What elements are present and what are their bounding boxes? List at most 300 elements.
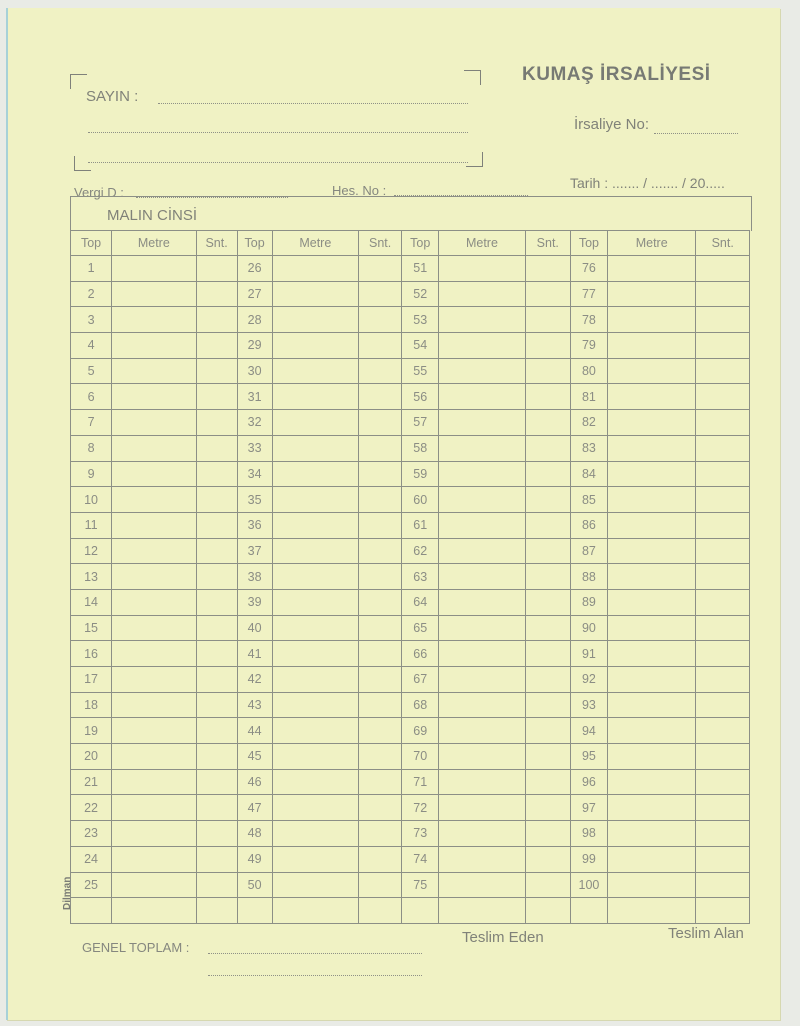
metre-cell[interactable] — [607, 898, 695, 924]
metre-cell[interactable] — [112, 435, 196, 461]
metre-cell[interactable] — [607, 487, 695, 513]
metre-cell[interactable] — [607, 641, 695, 667]
top-number-cell: 71 — [402, 769, 439, 795]
snt-cell[interactable] — [359, 384, 402, 410]
metre-cell[interactable] — [112, 667, 196, 693]
top-number-cell: 76 — [570, 256, 607, 282]
top-number-cell: 36 — [237, 512, 272, 538]
snt-cell[interactable] — [696, 307, 750, 333]
table-row — [71, 358, 750, 384]
snt-cell[interactable] — [525, 718, 570, 744]
snt-cell[interactable] — [696, 256, 750, 282]
metre-cell[interactable] — [607, 410, 695, 436]
metre-cell[interactable] — [607, 615, 695, 641]
metre-cell[interactable] — [439, 821, 525, 847]
snt-cell[interactable] — [196, 384, 237, 410]
top-number-cell: 94 — [570, 718, 607, 744]
header-cell: Snt. — [196, 231, 237, 256]
top-number-cell — [402, 898, 439, 924]
snt-cell[interactable] — [196, 667, 237, 693]
snt-cell[interactable] — [696, 564, 750, 590]
metre-cell[interactable] — [112, 795, 196, 821]
snt-cell[interactable] — [525, 461, 570, 487]
snt-cell[interactable] — [196, 589, 237, 615]
corner-bracket-top-right — [464, 70, 481, 85]
top-number-cell: 7 — [71, 410, 112, 436]
metre-cell[interactable] — [112, 410, 196, 436]
top-number-cell: 60 — [402, 487, 439, 513]
snt-cell[interactable] — [525, 512, 570, 538]
metre-cell[interactable] — [272, 846, 358, 872]
brand-label: Dilman — [62, 876, 73, 910]
snt-cell[interactable] — [359, 281, 402, 307]
snt-cell[interactable] — [696, 898, 750, 924]
snt-cell[interactable] — [359, 821, 402, 847]
tarih-label: Tarih : ....... / ....... / 20..... — [570, 175, 725, 191]
top-number-cell: 2 — [71, 281, 112, 307]
top-number-cell: 8 — [71, 435, 112, 461]
snt-cell[interactable] — [696, 384, 750, 410]
top-number-cell: 25 — [71, 872, 112, 898]
metre-cell[interactable] — [439, 333, 525, 359]
metre-cell[interactable] — [607, 307, 695, 333]
metre-cell[interactable] — [112, 384, 196, 410]
top-number-cell: 84 — [570, 461, 607, 487]
snt-cell[interactable] — [196, 358, 237, 384]
snt-cell[interactable] — [696, 795, 750, 821]
snt-cell[interactable] — [359, 846, 402, 872]
snt-cell[interactable] — [696, 718, 750, 744]
snt-cell[interactable] — [696, 872, 750, 898]
sayin-label: SAYIN : — [86, 88, 139, 105]
goods-table — [70, 230, 750, 924]
table-row — [71, 333, 750, 359]
snt-cell[interactable] — [696, 461, 750, 487]
header-cell: Snt. — [359, 231, 402, 256]
snt-cell[interactable] — [359, 744, 402, 770]
snt-cell[interactable] — [696, 333, 750, 359]
snt-cell[interactable] — [525, 872, 570, 898]
genel-toplam-label: GENEL TOPLAM : — [82, 940, 190, 955]
metre-cell[interactable] — [272, 461, 358, 487]
snt-cell[interactable] — [359, 487, 402, 513]
metre-cell[interactable] — [112, 333, 196, 359]
metre-cell[interactable] — [439, 641, 525, 667]
snt-cell[interactable] — [359, 538, 402, 564]
teslim-eden-label: Teslim Eden — [462, 929, 544, 946]
metre-cell[interactable] — [607, 667, 695, 693]
metre-cell[interactable] — [272, 692, 358, 718]
metre-cell[interactable] — [439, 435, 525, 461]
metre-cell[interactable] — [607, 461, 695, 487]
table-row — [71, 821, 750, 847]
metre-cell[interactable] — [272, 281, 358, 307]
metre-cell[interactable] — [112, 564, 196, 590]
snt-cell[interactable] — [525, 384, 570, 410]
metre-cell[interactable] — [112, 281, 196, 307]
metre-cell[interactable] — [112, 718, 196, 744]
snt-cell[interactable] — [196, 821, 237, 847]
snt-cell[interactable] — [525, 564, 570, 590]
snt-cell[interactable] — [359, 564, 402, 590]
snt-cell[interactable] — [696, 641, 750, 667]
metre-cell[interactable] — [272, 384, 358, 410]
top-number-cell: 99 — [570, 846, 607, 872]
snt-cell[interactable] — [525, 898, 570, 924]
snt-cell[interactable] — [696, 769, 750, 795]
metre-cell[interactable] — [607, 821, 695, 847]
snt-cell[interactable] — [359, 615, 402, 641]
table-row — [71, 256, 750, 282]
genel-toplam-field-1[interactable] — [208, 952, 422, 954]
metre-cell[interactable] — [112, 358, 196, 384]
top-number-cell — [71, 898, 112, 924]
top-number-cell: 12 — [71, 538, 112, 564]
snt-cell[interactable] — [196, 538, 237, 564]
table-row — [71, 564, 750, 590]
metre-cell[interactable] — [272, 538, 358, 564]
top-number-cell: 30 — [237, 358, 272, 384]
metre-cell[interactable] — [272, 795, 358, 821]
metre-cell[interactable] — [439, 512, 525, 538]
metre-cell[interactable] — [439, 384, 525, 410]
snt-cell[interactable] — [696, 744, 750, 770]
snt-cell[interactable] — [525, 410, 570, 436]
table-row — [71, 744, 750, 770]
metre-cell[interactable] — [439, 564, 525, 590]
metre-cell[interactable] — [439, 538, 525, 564]
metre-cell[interactable] — [272, 615, 358, 641]
snt-cell[interactable] — [696, 435, 750, 461]
metre-cell[interactable] — [112, 512, 196, 538]
table-row — [71, 718, 750, 744]
metre-cell[interactable] — [607, 769, 695, 795]
metre-cell[interactable] — [112, 461, 196, 487]
metre-cell[interactable] — [112, 487, 196, 513]
top-number-cell — [237, 898, 272, 924]
top-number-cell: 31 — [237, 384, 272, 410]
snt-cell[interactable] — [359, 898, 402, 924]
snt-cell[interactable] — [196, 256, 237, 282]
metre-cell[interactable] — [439, 795, 525, 821]
metre-cell[interactable] — [439, 307, 525, 333]
metre-cell[interactable] — [439, 872, 525, 898]
snt-cell[interactable] — [696, 667, 750, 693]
snt-cell[interactable] — [359, 795, 402, 821]
snt-cell[interactable] — [696, 358, 750, 384]
metre-cell[interactable] — [272, 435, 358, 461]
table-row — [71, 384, 750, 410]
top-number-cell: 91 — [570, 641, 607, 667]
top-number-cell: 67 — [402, 667, 439, 693]
snt-cell[interactable] — [525, 256, 570, 282]
top-number-cell: 11 — [71, 512, 112, 538]
header-cell: Top — [71, 231, 112, 256]
metre-cell[interactable] — [272, 821, 358, 847]
snt-cell[interactable] — [196, 281, 237, 307]
metre-cell[interactable] — [607, 435, 695, 461]
metre-cell[interactable] — [112, 641, 196, 667]
snt-cell[interactable] — [196, 435, 237, 461]
top-number-cell: 58 — [402, 435, 439, 461]
snt-cell[interactable] — [525, 358, 570, 384]
metre-cell[interactable] — [439, 256, 525, 282]
metre-cell[interactable] — [439, 769, 525, 795]
snt-cell[interactable] — [525, 333, 570, 359]
metre-cell[interactable] — [607, 358, 695, 384]
snt-cell[interactable] — [359, 769, 402, 795]
hes-no-label: Hes. No : — [332, 183, 387, 198]
snt-cell[interactable] — [359, 718, 402, 744]
metre-cell[interactable] — [607, 744, 695, 770]
snt-cell[interactable] — [696, 487, 750, 513]
snt-cell[interactable] — [196, 641, 237, 667]
snt-cell[interactable] — [359, 461, 402, 487]
snt-cell[interactable] — [525, 538, 570, 564]
snt-cell[interactable] — [696, 692, 750, 718]
metre-cell[interactable] — [607, 281, 695, 307]
metre-cell[interactable] — [272, 487, 358, 513]
snt-cell[interactable] — [359, 641, 402, 667]
metre-cell[interactable] — [112, 692, 196, 718]
metre-cell[interactable] — [439, 487, 525, 513]
sayin-line-1[interactable] — [158, 102, 468, 104]
snt-cell[interactable] — [359, 692, 402, 718]
snt-cell[interactable] — [696, 281, 750, 307]
sayin-line-3[interactable] — [88, 161, 468, 163]
metre-cell[interactable] — [607, 384, 695, 410]
snt-cell[interactable] — [696, 538, 750, 564]
snt-cell[interactable] — [525, 641, 570, 667]
metre-cell[interactable] — [439, 358, 525, 384]
snt-cell[interactable] — [196, 692, 237, 718]
snt-cell[interactable] — [525, 795, 570, 821]
table-row — [71, 692, 750, 718]
snt-cell[interactable] — [359, 667, 402, 693]
metre-cell[interactable] — [607, 333, 695, 359]
top-number-cell: 61 — [402, 512, 439, 538]
snt-cell[interactable] — [525, 769, 570, 795]
snt-cell[interactable] — [196, 564, 237, 590]
snt-cell[interactable] — [525, 589, 570, 615]
corner-bracket-bottom-right — [466, 152, 483, 167]
top-number-cell: 5 — [71, 358, 112, 384]
metre-cell[interactable] — [272, 564, 358, 590]
metre-cell[interactable] — [607, 692, 695, 718]
snt-cell[interactable] — [525, 667, 570, 693]
table-row — [71, 512, 750, 538]
metre-cell[interactable] — [439, 744, 525, 770]
metre-cell[interactable] — [607, 564, 695, 590]
metre-cell[interactable] — [112, 821, 196, 847]
snt-cell[interactable] — [525, 692, 570, 718]
metre-cell[interactable] — [112, 589, 196, 615]
top-number-cell: 14 — [71, 589, 112, 615]
table-row — [71, 538, 750, 564]
metre-cell[interactable] — [272, 307, 358, 333]
snt-cell[interactable] — [525, 307, 570, 333]
top-number-cell: 29 — [237, 333, 272, 359]
table-row — [71, 846, 750, 872]
corner-bracket-bottom-left — [74, 156, 91, 171]
metre-cell[interactable] — [272, 589, 358, 615]
metre-cell[interactable] — [607, 846, 695, 872]
snt-cell[interactable] — [696, 846, 750, 872]
metre-cell[interactable] — [439, 589, 525, 615]
snt-cell[interactable] — [359, 435, 402, 461]
snt-cell[interactable] — [359, 307, 402, 333]
table-row — [71, 589, 750, 615]
metre-cell[interactable] — [439, 846, 525, 872]
metre-cell[interactable] — [112, 898, 196, 924]
snt-cell[interactable] — [196, 744, 237, 770]
snt-cell[interactable] — [525, 487, 570, 513]
snt-cell[interactable] — [696, 821, 750, 847]
metre-cell[interactable] — [112, 872, 196, 898]
header-cell: Metre — [607, 231, 695, 256]
metre-cell[interactable] — [272, 641, 358, 667]
metre-cell[interactable] — [272, 898, 358, 924]
snt-cell[interactable] — [196, 718, 237, 744]
metre-cell[interactable] — [272, 358, 358, 384]
snt-cell[interactable] — [196, 487, 237, 513]
metre-cell[interactable] — [439, 461, 525, 487]
metre-cell[interactable] — [272, 872, 358, 898]
vergi-label: Vergi D : — [74, 185, 124, 200]
metre-cell[interactable] — [439, 615, 525, 641]
top-number-cell: 23 — [71, 821, 112, 847]
top-number-cell: 41 — [237, 641, 272, 667]
metre-cell[interactable] — [112, 744, 196, 770]
snt-cell[interactable] — [696, 410, 750, 436]
snt-cell[interactable] — [196, 307, 237, 333]
snt-cell[interactable] — [525, 846, 570, 872]
metre-cell[interactable] — [112, 846, 196, 872]
metre-cell[interactable] — [439, 692, 525, 718]
table-row — [71, 487, 750, 513]
metre-cell[interactable] — [112, 615, 196, 641]
snt-cell[interactable] — [359, 333, 402, 359]
snt-cell[interactable] — [196, 461, 237, 487]
metre-cell[interactable] — [112, 307, 196, 333]
snt-cell[interactable] — [359, 410, 402, 436]
metre-cell[interactable] — [272, 256, 358, 282]
snt-cell[interactable] — [525, 281, 570, 307]
top-number-cell: 62 — [402, 538, 439, 564]
metre-cell[interactable] — [607, 718, 695, 744]
top-number-cell: 4 — [71, 333, 112, 359]
metre-cell[interactable] — [439, 667, 525, 693]
metre-cell[interactable] — [439, 718, 525, 744]
table-row — [71, 667, 750, 693]
metre-cell[interactable] — [112, 769, 196, 795]
top-number-cell: 54 — [402, 333, 439, 359]
top-number-cell: 42 — [237, 667, 272, 693]
metre-cell[interactable] — [439, 281, 525, 307]
table-row — [71, 769, 750, 795]
table-row — [71, 641, 750, 667]
top-number-cell: 1 — [71, 256, 112, 282]
top-number-cell: 98 — [570, 821, 607, 847]
metre-cell[interactable] — [272, 744, 358, 770]
top-number-cell: 45 — [237, 744, 272, 770]
metre-cell[interactable] — [607, 795, 695, 821]
top-number-cell: 57 — [402, 410, 439, 436]
top-number-cell: 46 — [237, 769, 272, 795]
table-row — [71, 307, 750, 333]
snt-cell[interactable] — [696, 512, 750, 538]
snt-cell[interactable] — [359, 256, 402, 282]
snt-cell[interactable] — [525, 435, 570, 461]
snt-cell[interactable] — [196, 769, 237, 795]
snt-cell[interactable] — [359, 872, 402, 898]
top-number-cell: 92 — [570, 667, 607, 693]
snt-cell[interactable] — [196, 410, 237, 436]
top-number-cell: 53 — [402, 307, 439, 333]
table-row — [71, 898, 750, 924]
snt-cell[interactable] — [525, 821, 570, 847]
top-number-cell: 95 — [570, 744, 607, 770]
snt-cell[interactable] — [359, 358, 402, 384]
snt-cell[interactable] — [196, 615, 237, 641]
snt-cell[interactable] — [525, 744, 570, 770]
top-number-cell: 77 — [570, 281, 607, 307]
irsaliye-no-field[interactable] — [654, 132, 738, 134]
snt-cell[interactable] — [696, 589, 750, 615]
metre-cell[interactable] — [439, 898, 525, 924]
top-number-cell: 49 — [237, 846, 272, 872]
metre-cell[interactable] — [272, 333, 358, 359]
metre-cell[interactable] — [607, 589, 695, 615]
metre-cell[interactable] — [439, 410, 525, 436]
snt-cell[interactable] — [696, 615, 750, 641]
metre-cell[interactable] — [112, 256, 196, 282]
snt-cell[interactable] — [196, 795, 237, 821]
metre-cell[interactable] — [272, 718, 358, 744]
metre-cell[interactable] — [607, 538, 695, 564]
top-number-cell: 80 — [570, 358, 607, 384]
header-cell: Top — [237, 231, 272, 256]
metre-cell[interactable] — [112, 538, 196, 564]
snt-cell[interactable] — [196, 333, 237, 359]
metre-cell[interactable] — [272, 410, 358, 436]
top-number-cell: 56 — [402, 384, 439, 410]
sayin-line-2[interactable] — [88, 131, 468, 133]
top-number-cell: 47 — [237, 795, 272, 821]
snt-cell[interactable] — [525, 615, 570, 641]
metre-cell[interactable] — [607, 256, 695, 282]
metre-cell[interactable] — [272, 667, 358, 693]
metre-cell[interactable] — [607, 872, 695, 898]
table-row — [71, 435, 750, 461]
metre-cell[interactable] — [272, 769, 358, 795]
table-row — [71, 615, 750, 641]
genel-toplam-field-2[interactable] — [208, 974, 422, 976]
snt-cell[interactable] — [359, 589, 402, 615]
metre-cell[interactable] — [607, 512, 695, 538]
top-number-cell: 87 — [570, 538, 607, 564]
snt-cell[interactable] — [196, 898, 237, 924]
snt-cell[interactable] — [359, 512, 402, 538]
metre-cell[interactable] — [272, 512, 358, 538]
top-number-cell: 93 — [570, 692, 607, 718]
snt-cell[interactable] — [196, 512, 237, 538]
snt-cell[interactable] — [196, 846, 237, 872]
table-header-row — [71, 231, 750, 256]
top-number-cell: 35 — [237, 487, 272, 513]
snt-cell[interactable] — [196, 872, 237, 898]
top-number-cell: 37 — [237, 538, 272, 564]
